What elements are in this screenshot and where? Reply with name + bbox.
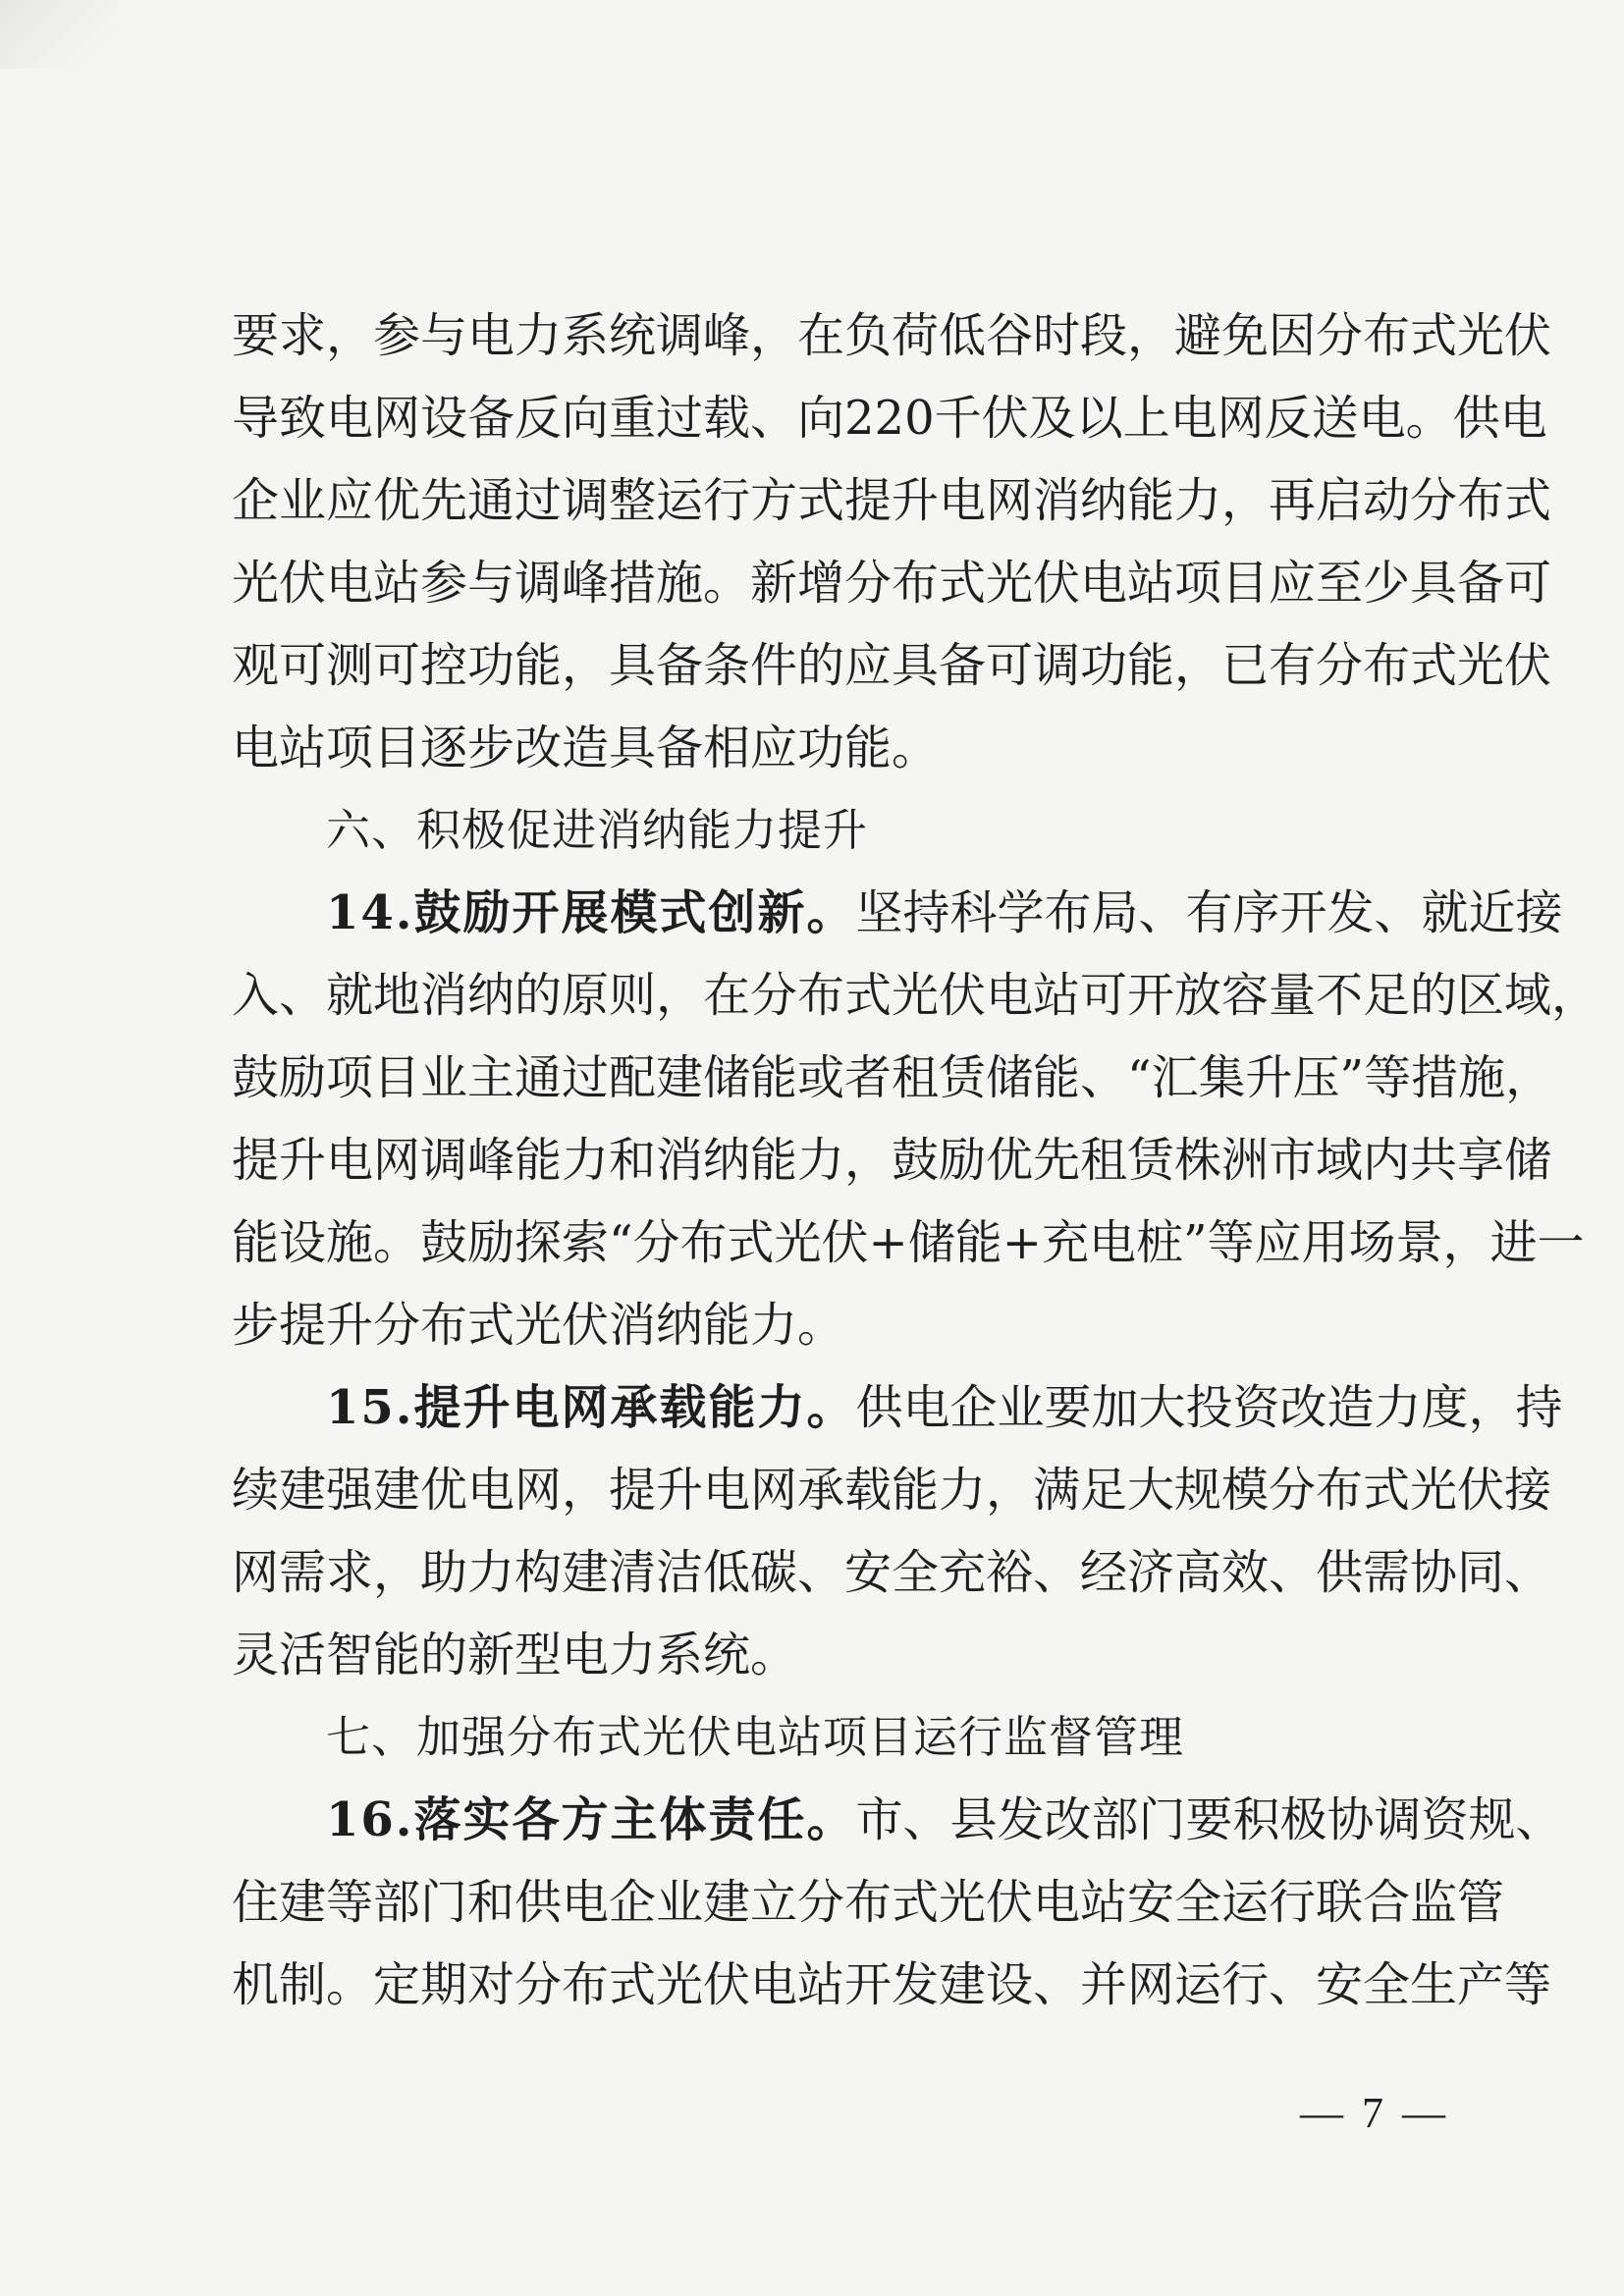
body-line: 导致电网设备反向重过载、向220千伏及以上电网反送电。供电 (232, 391, 1547, 446)
body-line: 观可测可控功能，具备条件的应具备可调功能，已有分布式光伏 (232, 638, 1552, 693)
paragraph-16-title: 16.落实各方主体责任。 (326, 1792, 856, 1847)
body-line: 光伏电站参与调峰措施。新增分布式光伏电站项目应至少具备可 (232, 556, 1552, 611)
paragraph-14-text: 坚持科学布局、有序开发、就近接 (855, 885, 1563, 940)
section-heading-7: 七、加强分布式光伏电站项目运行监督管理 (326, 1711, 1185, 1763)
body-line: 要求，参与电力系统调峰，在负荷低谷时段，避免因分布式光伏 (232, 308, 1552, 363)
body-line: 入、就地消纳的原则，在分布式光伏电站可开放容量不足的区域， (232, 968, 1599, 1023)
paragraph-15-first-line (232, 1366, 1563, 1449)
body-line: 住建等部门和供电企业建立分布式光伏电站安全运行联合监管 (232, 1875, 1505, 1930)
body-line: 提升电网调峰能力和消纳能力，鼓励优先租赁株洲市域内共享储 (232, 1133, 1552, 1188)
body-line: 企业应优先通过调整运行方式提升电网消纳能力，再启动分布式 (232, 473, 1552, 528)
body-line: 网需求，助力构建清洁低碳、安全充裕、经济高效、供需协同、 (232, 1545, 1552, 1600)
document-body (232, 294, 1599, 2026)
body-line: 能设施。鼓励探索“分布式光伏+储能+充电桩”等应用场景，进一 (232, 1215, 1585, 1270)
paragraph-15-title: 15.提升电网承载能力。 (326, 1380, 856, 1435)
body-line: 机制。定期对分布式光伏电站开发建设、并网运行、安全生产等 (232, 1957, 1552, 2012)
body-line: 步提升分布式光伏消纳能力。 (232, 1298, 845, 1353)
body-line: 电站项目逐步改造具备相应功能。 (232, 721, 940, 775)
paragraph-16-text: 市、县发改部门要积极协调资规、 (855, 1792, 1563, 1847)
paragraph-14-first-line (232, 872, 1563, 954)
body-line: 鼓励项目业主通过配建储能或者租赁储能、“汇集升压”等措施， (232, 1050, 1553, 1105)
paragraph-16-first-line (232, 1779, 1563, 1861)
paragraph-15-text: 供电企业要加大投资改造力度，持 (855, 1380, 1563, 1435)
body-line: 灵活智能的新型电力系统。 (232, 1628, 798, 1682)
section-heading-6: 六、积极促进消纳能力提升 (326, 804, 869, 856)
paragraph-14-title: 14.鼓励开展模式创新。 (326, 885, 856, 940)
scan-corner-mark (0, 0, 118, 69)
body-line: 续建强建优电网，提升电网承载能力，满足大规模分布式光伏接 (232, 1463, 1552, 1518)
page-number: — 7 — (1300, 2089, 1449, 2137)
